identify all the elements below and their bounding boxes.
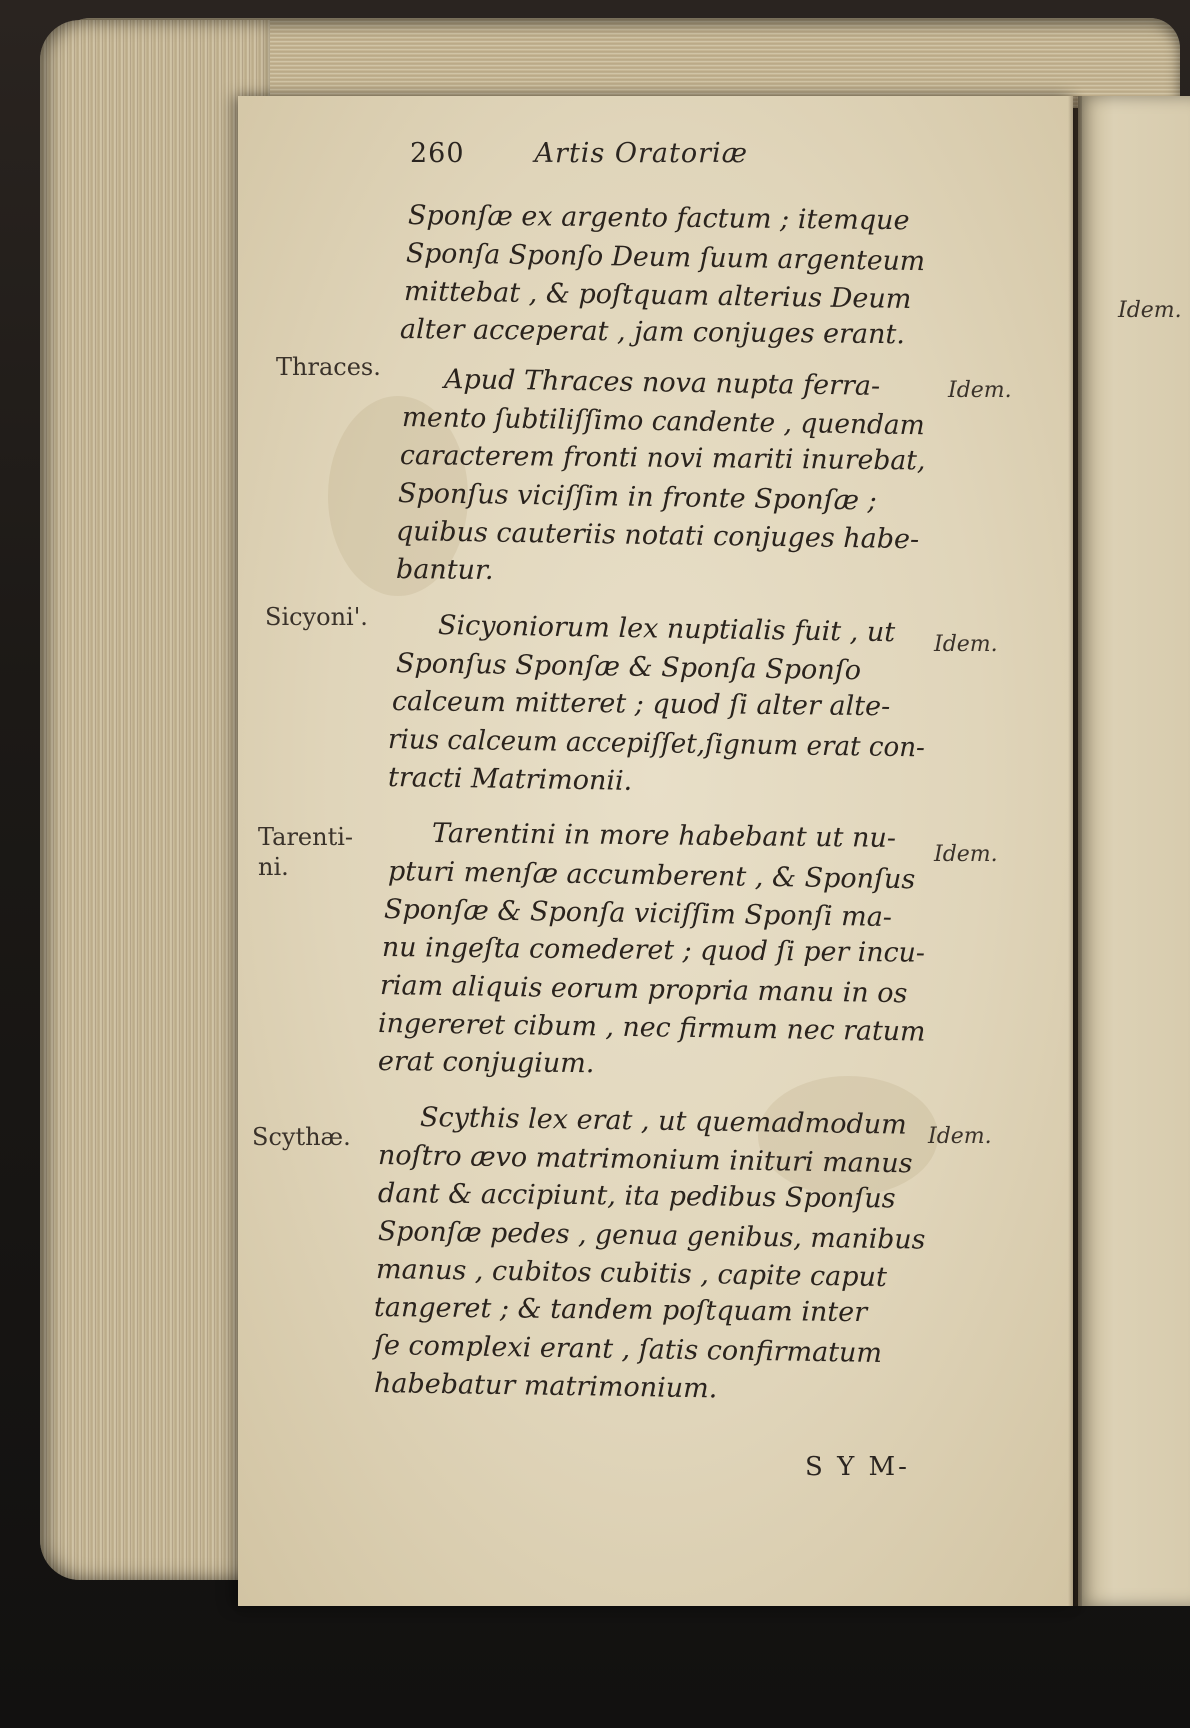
text-line: Tarentini in more habebant ut nu- [431, 818, 897, 854]
text-line: tracti Matrimonii. [387, 762, 633, 797]
text-line: quibus cauteriis notati conjuges habe- [395, 516, 920, 556]
page-number: 260 [410, 138, 465, 169]
text-line: Sponſæ ex argento factum ; itemque [407, 200, 910, 237]
text-line: Sponſus Sponſæ & Sponſa Sponſo [395, 648, 862, 687]
text-line: ingereret cibum , nec firmum nec ratum [377, 1008, 926, 1048]
text-line: noſtro ævo matrimonium inituri manus [377, 1140, 913, 1180]
margin-reference: Idem. [948, 378, 1012, 403]
text-line: ſe complexi erant , ſatis confirmatum [373, 1330, 883, 1369]
text-line: alter acceperat , jam conjuges erant. [399, 314, 906, 351]
margin-label-tarentini-cont: ni. [258, 853, 289, 881]
text-line: nu ingeſta comederet ; quod ſi per incu- [381, 932, 926, 969]
text-line: pturi menſæ accumberent , & Sponſus [387, 856, 916, 896]
text-line: Sponſæ pedes , genua genibus, manibus [377, 1216, 926, 1256]
text-line: Sponſus viciſſim in fronte Sponſæ ; [397, 478, 877, 517]
text-line: Sicyoniorum lex nuptialis fuit , ut [437, 610, 896, 649]
margin-label-sicyonii: Sicyoni'. [265, 603, 368, 631]
text-line: manus , cubitos cubitis , capite caput [375, 1254, 888, 1294]
book-gutter [1068, 96, 1082, 1606]
text-line: caracterem fronti novi mariti inurebat, [399, 440, 926, 477]
text-line: mittebat , & poſtquam alterius Deum [403, 276, 912, 315]
margin-label-scythae: Scythæ. [252, 1123, 351, 1151]
running-header [410, 138, 748, 169]
text-line: mento ſubtiliſſimo candente , quendam [401, 402, 925, 442]
running-title: Artis Oratoriæ [534, 138, 749, 169]
facing-page-reference: Idem. [1118, 298, 1182, 323]
text-line: Sponſa Sponſo Deum ſuum argenteum [405, 238, 926, 278]
text-line: tangeret ; & tandem poſtquam inter [373, 1292, 868, 1329]
margin-reference: Idem. [934, 842, 998, 867]
text-line: Sponſæ & Sponſa viciſſim Sponſi ma- [383, 894, 893, 933]
text-line: habebatur matrimonium. [373, 1368, 718, 1405]
text-line: rius calceum accepiſſet,ſignum erat con- [387, 724, 926, 764]
catchword: S Y M- [805, 1452, 910, 1482]
margin-reference: Idem. [928, 1124, 992, 1149]
text-line: Apud Thraces nova nupta ferra- [443, 364, 881, 402]
margin-reference: Idem. [934, 632, 998, 657]
book-page-edges [40, 20, 270, 1580]
text-line: erat conjugium. [377, 1046, 595, 1080]
margin-label-thraces: Thraces. [276, 353, 381, 381]
text-line: dant & accipiunt, ita pedibus Sponſus [377, 1178, 896, 1215]
margin-label-tarentini: Tarenti- [258, 823, 354, 851]
text-line: bantur. [395, 554, 494, 587]
text-line: riam aliquis eorum propria manu in os [379, 970, 908, 1010]
text-line: Scythis lex erat , ut quemadmodum [419, 1102, 907, 1141]
text-line: calceum mitteret ; quod ſi alter alte- [391, 686, 891, 723]
